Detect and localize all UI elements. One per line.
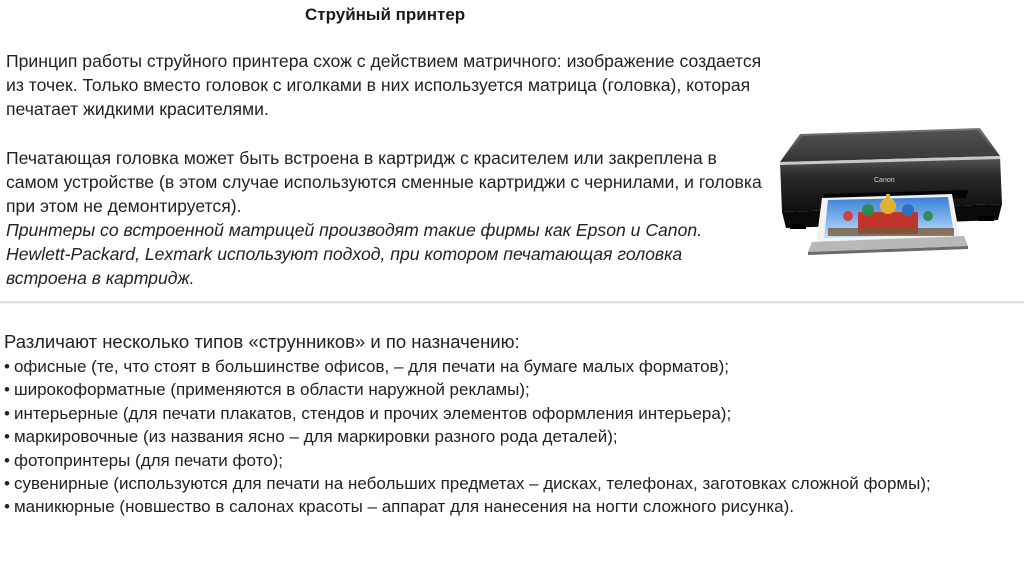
printer-icon — [772, 120, 1012, 260]
page-title: Струйный принтер — [305, 5, 466, 24]
bullet-icon: • — [4, 474, 10, 494]
list-item: • широкоформатные (применяются в области наружной рекламы); — [4, 380, 530, 400]
list-item: • сувенирные (используются для печати на небольших предметах – дисках, телефонах, заготовках сложной формы); — [4, 474, 931, 494]
bullet-icon: • — [4, 497, 10, 517]
brand-label: Canon — [874, 177, 895, 184]
printer-image — [772, 120, 1012, 260]
bullet-icon: • — [4, 450, 10, 470]
manufacturers-paragraph: Принтеры со встроенной матрицей производят такие фирмы как Epson и Canon. Hewlett-Packard, Lexmark используют подход, при котором печатающая головка встроена в картридж. — [6, 220, 703, 288]
list-item: • фотопринтеры (для печати фото); — [4, 450, 284, 470]
types-list — [4, 355, 1014, 519]
section-divider — [0, 301, 1024, 304]
list-item: • интерьерные (для печати плакатов, стендов и прочих элементов оформления интерьера); — [4, 403, 732, 423]
list-item: • маркировочные (из названия ясно – для маркировки разного рода деталей); — [4, 427, 618, 447]
bullet-icon: • — [4, 403, 10, 423]
principle-paragraph: Принцип работы струйного принтера схож с действием матричного: изображение создается из точек. Только вместо головок с иголками в них используется матрица (головка), которая печатает жидкими красителями. — [6, 51, 762, 119]
list-item: • офисные (те, что стоят в большинстве офисов, – для печати на бумаге малых форматов); — [4, 357, 729, 376]
list-item: • маникюрные (новшество в салонах красоты – аппарат для нанесения на ногти сложного рисунка). — [4, 497, 794, 517]
print-head-paragraph: Печатающая головка может быть встроена в картридж с красителем или закреплена в самом устройстве (в этом случае используются сменные картриджи с чернилами, и головка при этом не демонтируется). — [6, 148, 762, 216]
printer-types-section — [4, 330, 1014, 519]
bullet-icon: • — [4, 427, 10, 447]
types-intro: Различают несколько типов «струнников» и по назначению: — [4, 331, 520, 352]
bullet-icon: • — [4, 380, 10, 400]
bullet-icon: • — [4, 357, 10, 376]
